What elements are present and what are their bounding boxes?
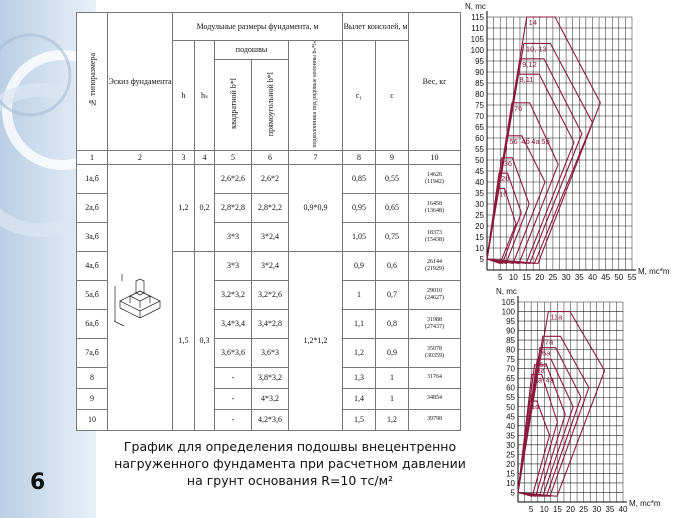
- y-tick-label: 45: [475, 167, 484, 176]
- header-type: № типоразмера: [77, 13, 108, 151]
- series-label: 3а: [536, 365, 545, 375]
- series-label: 1а: [531, 402, 540, 412]
- y-tick-label: 90: [475, 68, 484, 77]
- column-number-row: 1 2 3 4 5 6 7 8 9 10: [77, 150, 461, 164]
- y-tick-label: 5: [479, 255, 484, 264]
- table-row: 2а,б 2,8*2,8 2,8*2,2 0,95 0,65 16458 (13648): [77, 193, 461, 222]
- chart-upper: [460, 0, 689, 290]
- series-label: 5б: [541, 136, 550, 146]
- x-tick-label: 50: [614, 273, 624, 282]
- y-tick-label: 20: [506, 459, 515, 469]
- y-tick-label: 100: [501, 307, 515, 317]
- foundation-sketch-drawing: [110, 246, 170, 346]
- y-tick-label: 70: [506, 364, 515, 374]
- header-column: подколонника под рядовые колонны bₙ*lₙ: [289, 41, 343, 151]
- y-tick-label: 50: [506, 402, 515, 412]
- series-label: 4а: [531, 136, 540, 146]
- x-tick-label: 20: [535, 273, 545, 282]
- series-label: 10, 13: [525, 44, 547, 54]
- header-sketch: Эскиз фундамента: [108, 13, 173, 151]
- x-tick-label: 10: [508, 273, 518, 282]
- series-label: 11а: [550, 312, 563, 322]
- y-tick-label: 75: [506, 355, 515, 365]
- x-axis-label: M, mc*m: [629, 499, 661, 508]
- caption-line-2: нагруженного фундамента при расчетном давлении: [114, 456, 466, 471]
- header-c1: c₁: [343, 41, 376, 151]
- series-label: 76: [513, 103, 523, 113]
- foundation-sketch: [108, 164, 173, 430]
- x-tick-label: 10: [539, 505, 549, 514]
- y-tick-label: 80: [506, 345, 515, 355]
- series-label: 56: [509, 136, 518, 146]
- table-row: 5а,б 3,2*3,2 3,2*2,6 1 0,7 29010 (24627): [77, 280, 461, 309]
- slide-number: 6: [30, 470, 46, 495]
- y-tick-label: 75: [475, 101, 484, 110]
- table-row: 10 - 4,2*3,6 1,5 1,2 39798: [77, 409, 461, 430]
- series-label: 7а: [544, 337, 554, 347]
- series-label: 5а: [539, 360, 548, 370]
- x-tick-label: 15: [522, 273, 531, 282]
- table-row: 4а,б 1,5 0,3 3*3 3*2,4 1,2*1,2 0,9 0,6 26144 (21929): [77, 251, 461, 280]
- x-tick-label: 40: [588, 273, 597, 282]
- y-tick-label: 90: [506, 326, 515, 336]
- series-line: [487, 173, 521, 263]
- y-tick-label: 10: [475, 244, 484, 253]
- y-tick-label: 55: [506, 393, 515, 403]
- x-tick-label: 35: [574, 273, 584, 282]
- y-tick-label: 25: [506, 450, 515, 460]
- y-tick-label: 55: [475, 145, 484, 154]
- y-axis-label: N, mc: [496, 287, 517, 296]
- table-row: 8 - 3,8*3,2 1,3 1 31764: [77, 367, 461, 388]
- x-tick-label: 30: [592, 505, 602, 514]
- x-tick-label: 20: [566, 505, 575, 514]
- series-label: 36: [503, 158, 513, 168]
- series-label: 4б: [521, 136, 530, 146]
- series-label: 9,12: [522, 59, 537, 69]
- series-label: 1б: [499, 189, 508, 199]
- y-tick-label: 95: [506, 317, 515, 327]
- series-label: 4а: [545, 375, 555, 385]
- y-axis-label: N, mc: [465, 2, 486, 11]
- y-tick-label: 5: [510, 488, 515, 498]
- header-hs: hₛ: [195, 41, 215, 151]
- y-tick-label: 65: [506, 374, 515, 384]
- caption-line-1: График для определения подошвы внецентренно: [123, 439, 457, 454]
- y-tick-label: 100: [470, 46, 484, 55]
- table-row: 9 - 4*3,2 1,4 1 34854: [77, 388, 461, 409]
- series-label: 14: [528, 18, 538, 27]
- y-tick-label: 115: [471, 13, 484, 22]
- header-square: квадратной b*l: [215, 59, 252, 150]
- y-tick-label: 10: [506, 478, 515, 488]
- y-tick-label: 30: [506, 440, 515, 450]
- y-tick-label: 60: [506, 383, 515, 393]
- header-consoles: Вылет консолей, м: [343, 13, 409, 41]
- header-rect: прямоугольной b*l: [252, 59, 289, 150]
- y-tick-label: 50: [475, 156, 484, 165]
- header-weight: Вес, кг: [409, 13, 461, 151]
- x-tick-label: 35: [605, 505, 615, 514]
- foundation-table: [76, 12, 461, 431]
- y-tick-label: 105: [501, 298, 515, 307]
- y-tick-label: 40: [475, 178, 484, 187]
- x-tick-label: 30: [561, 273, 571, 282]
- y-tick-label: 35: [475, 189, 484, 198]
- table-row: 6а,б 3,4*3,4 3,4*2,8 1,1 0,8 31988 (27437): [77, 309, 461, 338]
- header-c: c: [376, 41, 409, 151]
- y-tick-label: 60: [475, 134, 484, 143]
- y-tick-label: 110: [471, 24, 484, 33]
- table-row: 7а,б 3,6*3,6 3,6*3 1,2 0,9 35078 (30359): [77, 338, 461, 367]
- y-tick-label: 85: [506, 336, 515, 346]
- chart-lower: [485, 287, 689, 518]
- series-label: 8,11: [519, 75, 534, 85]
- y-tick-label: 105: [470, 35, 484, 44]
- x-tick-label: 25: [548, 273, 558, 282]
- x-tick-label: 15: [552, 505, 562, 514]
- x-tick-label: 25: [579, 505, 589, 514]
- caption-line-3: на грунт основания R=10 тс/м²: [186, 473, 394, 488]
- y-tick-label: 15: [506, 469, 515, 479]
- y-tick-label: 80: [475, 90, 484, 99]
- table-row: 3а,б 3*3 3*2,4 1,05 0,75 18373 (15438): [77, 222, 461, 251]
- caption: [95, 438, 485, 489]
- y-tick-label: 45: [506, 412, 515, 422]
- y-tick-label: 65: [475, 123, 484, 132]
- x-tick-label: 5: [497, 273, 503, 282]
- y-tick-label: 85: [475, 79, 484, 88]
- x-tick-label: 5: [528, 505, 534, 514]
- y-tick-label: 95: [475, 57, 484, 66]
- y-tick-label: 30: [475, 200, 484, 209]
- series-label: 2б: [500, 174, 510, 184]
- y-tick-label: 70: [475, 112, 484, 121]
- y-tick-label: 35: [506, 431, 515, 441]
- x-tick-label: 55: [627, 273, 637, 282]
- x-tick-label: 45: [601, 273, 611, 282]
- series-label: 2а: [533, 375, 543, 385]
- table-row: 1а,б 1,2 0,2 2,6*2,6 2,6*2 0,9*0,9 0,85 0,55 14626 (11942): [77, 164, 461, 193]
- y-tick-label: 15: [475, 233, 484, 242]
- header-modular: Модульные размеры фундамента, м: [173, 13, 343, 41]
- series-label: 6а: [542, 348, 551, 358]
- header-sole: подошвы: [215, 41, 289, 60]
- y-tick-label: 40: [506, 421, 515, 431]
- y-tick-label: 20: [475, 222, 484, 231]
- header-h: h: [173, 41, 195, 151]
- x-axis-label: M, mc*m: [638, 267, 670, 276]
- y-tick-label: 25: [475, 211, 484, 220]
- x-tick-label: 40: [618, 505, 628, 514]
